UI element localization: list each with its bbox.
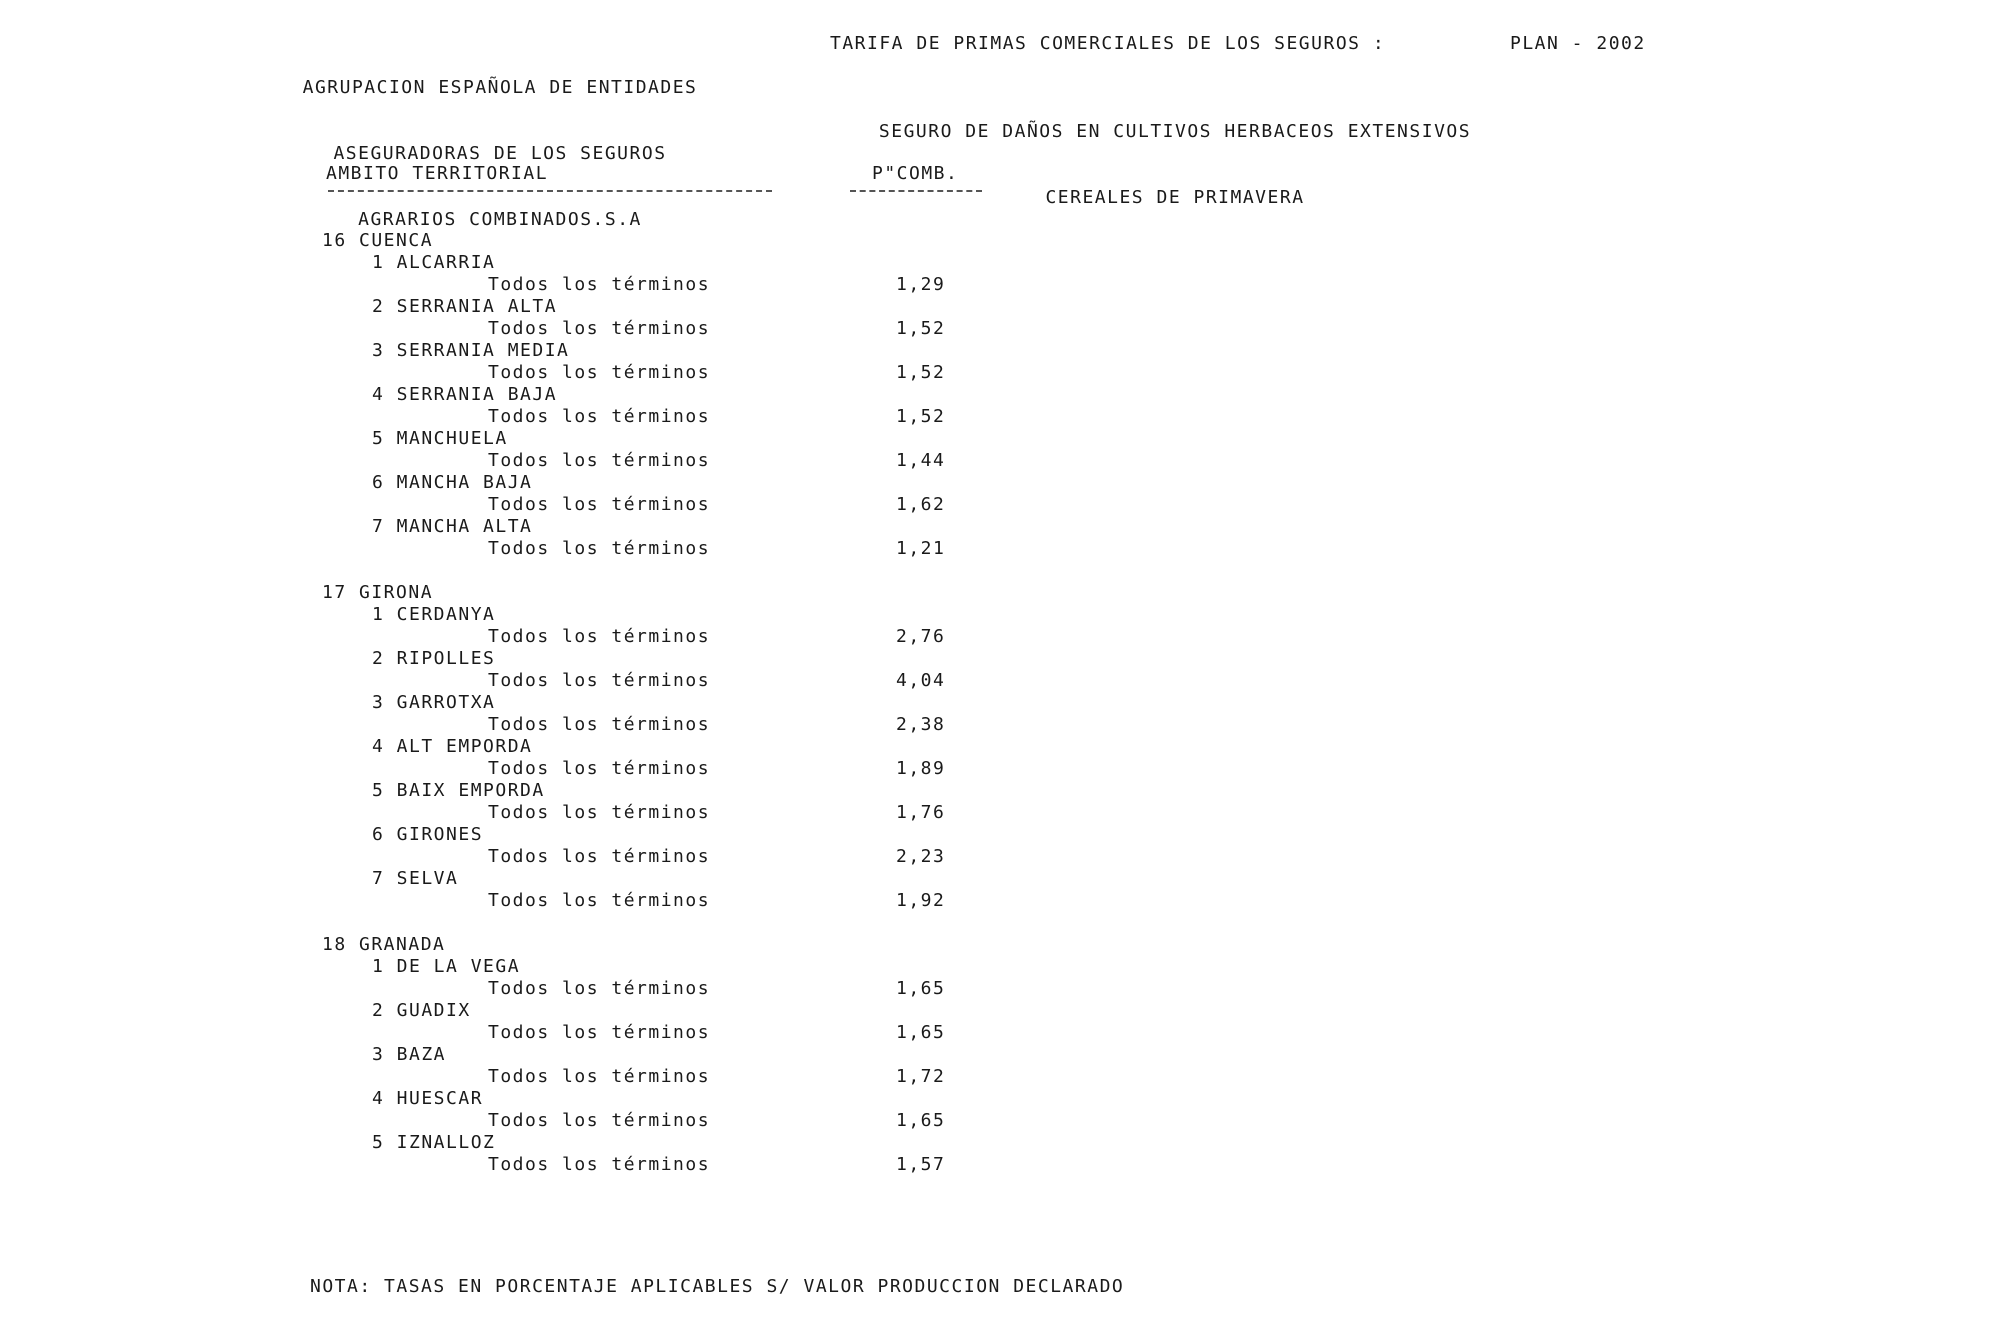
premium-rate: 1,89 xyxy=(896,758,946,779)
province-name: 16 CUENCA xyxy=(322,230,434,251)
premium-rate: 1,57 xyxy=(896,1154,946,1175)
footnote: NOTA: TASAS EN PORCENTAJE APLICABLES S/ VALOR PRODUCCION DECLARADO xyxy=(310,1276,1125,1297)
org-line: AGRARIOS COMBINADOS.S.A xyxy=(358,209,642,230)
term-label: Todos los términos xyxy=(488,274,711,295)
comarca-name: 4 ALT EMPORDA xyxy=(372,736,533,757)
comarca-name: 5 IZNALLOZ xyxy=(372,1132,496,1153)
premium-rate: 4,04 xyxy=(896,670,946,691)
term-label: Todos los términos xyxy=(488,450,711,471)
term-label: Todos los términos xyxy=(488,670,711,691)
dashed-rule xyxy=(850,190,982,192)
table-row xyxy=(322,1022,1022,1044)
premium-rate: 2,76 xyxy=(896,626,946,647)
premium-rate: 1,65 xyxy=(896,978,946,999)
premium-rate: 1,76 xyxy=(896,802,946,823)
column-header-ambito: AMBITO TERRITORIAL xyxy=(326,163,549,184)
territory-list xyxy=(322,230,1022,1176)
table-row xyxy=(322,714,1022,736)
comarca-name: 1 CERDANYA xyxy=(372,604,496,625)
org-line: AGRUPACION ESPAÑOLA DE ENTIDADES xyxy=(302,77,698,98)
comarca-name: 3 GARROTXA xyxy=(372,692,496,713)
premium-rate: 1,52 xyxy=(896,362,946,383)
table-row xyxy=(322,1066,1022,1088)
table-row xyxy=(322,758,1022,780)
subtitle-line: CEREALES DE PRIMAVERA xyxy=(1045,187,1305,208)
term-label: Todos los términos xyxy=(488,846,711,867)
term-label: Todos los términos xyxy=(488,406,711,427)
premium-rate: 1,29 xyxy=(896,274,946,295)
term-label: Todos los términos xyxy=(488,758,711,779)
comarca-name: 6 MANCHA BAJA xyxy=(372,472,533,493)
term-label: Todos los términos xyxy=(488,626,711,647)
term-label: Todos los términos xyxy=(488,1022,711,1043)
org-line: ASEGURADORAS DE LOS SEGUROS xyxy=(333,143,667,164)
table-row xyxy=(322,406,1022,428)
term-label: Todos los términos xyxy=(488,362,711,383)
comarca-name: 4 HUESCAR xyxy=(372,1088,484,1109)
table-row xyxy=(322,890,1022,912)
term-label: Todos los términos xyxy=(488,1154,711,1175)
subtitle-line: SEGURO DE DAÑOS EN CULTIVOS HERBACEOS EXTENSIVOS xyxy=(878,121,1472,142)
term-label: Todos los términos xyxy=(488,538,711,559)
table-row xyxy=(322,802,1022,824)
premium-rate: 1,72 xyxy=(896,1066,946,1087)
comarca-name: 5 BAIX EMPORDA xyxy=(372,780,545,801)
comarca-name: 2 SERRANIA ALTA xyxy=(372,296,558,317)
table-row xyxy=(322,362,1022,384)
comarca-name: 2 GUADIX xyxy=(372,1000,471,1021)
term-label: Todos los términos xyxy=(488,802,711,823)
premium-rate: 1,62 xyxy=(896,494,946,515)
premium-rate: 2,23 xyxy=(896,846,946,867)
term-label: Todos los términos xyxy=(488,318,711,339)
term-label: Todos los términos xyxy=(488,890,711,911)
premium-rate: 1,65 xyxy=(896,1110,946,1131)
province-name: 18 GRANADA xyxy=(322,934,446,955)
premium-rate: 2,38 xyxy=(896,714,946,735)
table-row xyxy=(322,670,1022,692)
table-row xyxy=(322,1154,1022,1176)
column-header-pcomb: P"COMB. xyxy=(872,163,959,184)
term-label: Todos los términos xyxy=(488,1110,711,1131)
comarca-name: 7 SELVA xyxy=(372,868,459,889)
province-block xyxy=(322,230,1022,560)
table-row xyxy=(322,626,1022,648)
term-label: Todos los términos xyxy=(488,978,711,999)
table-row xyxy=(322,274,1022,296)
term-label: Todos los términos xyxy=(488,1066,711,1087)
comarca-name: 2 RIPOLLES xyxy=(372,648,496,669)
table-row xyxy=(322,494,1022,516)
province-block xyxy=(322,582,1022,912)
premium-rate: 1,52 xyxy=(896,406,946,427)
comarca-name: 3 BAZA xyxy=(372,1044,447,1065)
comarca-name: 1 ALCARRIA xyxy=(372,252,496,273)
premium-rate: 1,65 xyxy=(896,1022,946,1043)
table-row xyxy=(322,846,1022,868)
province-block xyxy=(322,934,1022,1176)
plan-year: PLAN - 2002 xyxy=(1510,33,1646,54)
table-row xyxy=(322,978,1022,1000)
term-label: Todos los términos xyxy=(488,494,711,515)
organization-name xyxy=(280,33,720,253)
table-row xyxy=(322,318,1022,340)
document-title: TARIFA DE PRIMAS COMERCIALES DE LOS SEGUROS : xyxy=(830,33,1386,54)
dashed-rule xyxy=(328,190,772,192)
table-row xyxy=(322,450,1022,472)
comarca-name: 7 MANCHA ALTA xyxy=(372,516,533,537)
comarca-name: 5 MANCHUELA xyxy=(372,428,508,449)
comarca-name: 6 GIRONES xyxy=(372,824,484,845)
premium-rate: 1,92 xyxy=(896,890,946,911)
table-row xyxy=(322,1110,1022,1132)
comarca-name: 1 DE LA VEGA xyxy=(372,956,521,977)
premium-rate: 1,44 xyxy=(896,450,946,471)
table-row xyxy=(322,538,1022,560)
comarca-name: 4 SERRANIA BAJA xyxy=(372,384,558,405)
premium-rate: 1,52 xyxy=(896,318,946,339)
term-label: Todos los términos xyxy=(488,714,711,735)
comarca-name: 3 SERRANIA MEDIA xyxy=(372,340,570,361)
document-subtitle xyxy=(860,77,1490,231)
province-name: 17 GIRONA xyxy=(322,582,434,603)
premium-rate: 1,21 xyxy=(896,538,946,559)
